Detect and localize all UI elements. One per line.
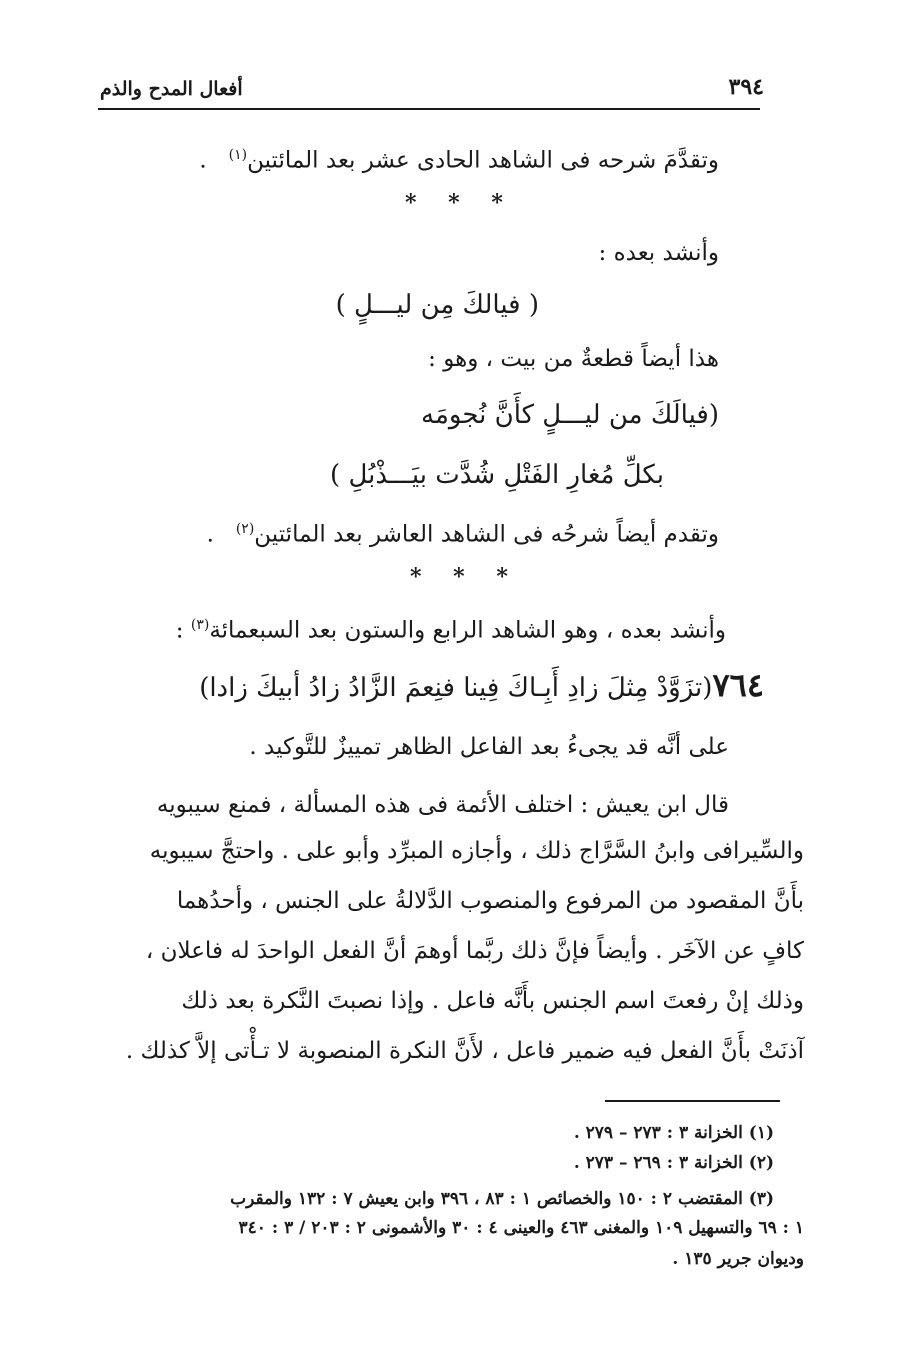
separator-stars-1: * * * xyxy=(405,190,515,216)
verse-text: (تزَوَّدْ مِثلَ زادِ أَبِـاكَ فِينا فنِعمَ الزَّادُ زادُ أبيكَ زادا) xyxy=(199,673,713,703)
footnote-ref-1: (١) xyxy=(228,147,248,163)
text-line-2: وأنشد بعده : xyxy=(598,240,719,266)
quoted-fragment: ( فيالكَ مِن ليـــلٍ ) xyxy=(335,290,539,320)
line-text: وتقدَّمَ شرحه فى الشاهد الحادى عشر بعد المائتين xyxy=(247,147,719,174)
line-end: . xyxy=(206,521,214,548)
numbered-verse xyxy=(199,668,764,705)
text-line-10: على أنَّه قد يجىءُ بعد الفاعل الظاهر تمييزٌ للتَّوكيد . xyxy=(249,734,729,760)
footnote-3-line-3: وديوان جرير ١٣٥ . xyxy=(672,1249,804,1269)
paragraph-line-4: كافٍ عن الآخَر . وأيضاً فإنَّ ذلك ربَّما أوهمَ أنَّ الفعل الواحدَ له فاعلان ، xyxy=(145,938,804,964)
page-number: ٣٩٤ xyxy=(728,74,764,100)
verse-number: ٧٦٤ xyxy=(712,666,764,704)
separator-stars-2: * * * xyxy=(410,564,520,590)
text-line-7 xyxy=(207,512,719,552)
chapter-title: أفعال المدح والذم xyxy=(100,78,243,100)
text-line-4: هذا أيضاً قطعةٌ من بيت ، وهو : xyxy=(428,346,719,372)
footnote-rule xyxy=(605,1100,780,1102)
verse-hemistich-1: (فيالَكَ من ليـــلٍ كأَنَّ نُجومَه xyxy=(421,400,719,430)
paragraph-line-2: والسِّيرافى وابنُ السَّرَّاج ذلك ، وأجازه المبرِّد وأبو على . واحتجَّ سيبويه xyxy=(149,838,804,864)
footnote-ref-2: (٢) xyxy=(235,521,255,537)
footnote-3-line-2: ١ : ٦٩ والتسهيل ١٠٩ والمغنى ٤٦٣ والعينى ٤ : ٣٠ والأشمونى ٢ : ٢٠٣ / ٣ : ٣٤٠ xyxy=(238,1218,804,1238)
header-rule xyxy=(98,108,760,110)
line-end: . xyxy=(199,147,207,174)
paragraph-line-5: وذلك إنْ رفعتَ اسم الجنس بأَنَّه فاعل . وإذا نصبتَ النَّكرة بعد ذلك xyxy=(181,988,804,1014)
text-line-8 xyxy=(176,608,726,648)
paragraph-line-6: آذنَتْ بأَنَّ الفعل فيه ضمير فاعل ، لأَنَّ النكرة المنصوبة لا تـأْتى إلاَّ كذلك . xyxy=(125,1038,804,1064)
paragraph-line-3: بأَنَّ المقصود من المرفوع والمنصوب الدَّلالةُ على الجنس ، وأحدُهما xyxy=(176,888,804,914)
verse-hemistich-2: بكلِّ مُغارِ الفَتْلِ شُدَّت بيَـــذْبُلِ ) xyxy=(330,460,664,490)
footnote-ref-3: (٣) xyxy=(190,617,210,633)
line-text: وأنشد بعده ، وهو الشاهد الرابع والستون بعد السبعمائة xyxy=(209,617,726,644)
text-line-1 xyxy=(199,138,719,178)
footnote-2: (٢) الخزانة ٣ : ٢٦٩ – ٢٧٣ . xyxy=(573,1153,774,1173)
footnote-3-line-1: (٣) المقتضب ٢ : ١٥٠ والخصائص ١ : ٨٣ ، ٣٩٦ وابن يعيش ٧ : ١٣٢ والمقرب xyxy=(230,1189,774,1209)
paragraph-line-1: قال ابن يعيش : اختلف الأئمة فى هذه المسألة ، فمنع سيبويه xyxy=(156,792,729,818)
line-text: وتقدم أيضاً شرحُه فى الشاهد العاشر بعد المائتين xyxy=(254,521,719,548)
line-end: : xyxy=(175,617,184,644)
footnote-1: (١) الخزانة ٣ : ٢٧٣ – ٢٧٩ . xyxy=(573,1123,774,1143)
